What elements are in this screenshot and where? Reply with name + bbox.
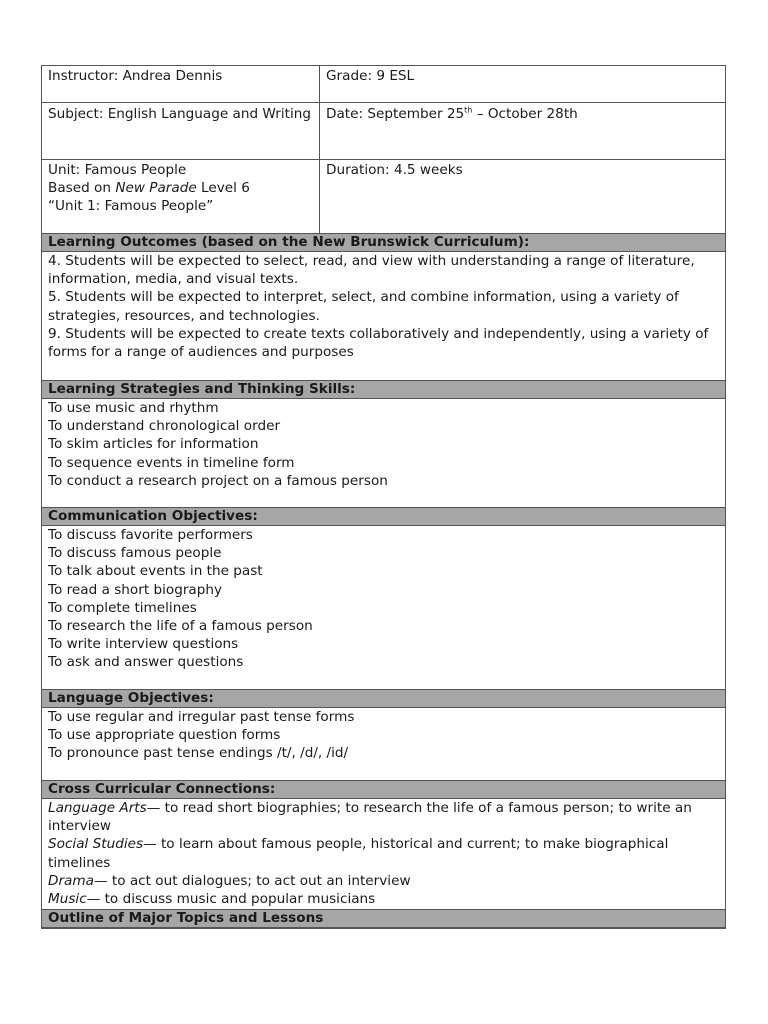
unit-name: “Unit 1: Famous People” <box>48 198 214 214</box>
cross-curricular-body <box>42 799 725 909</box>
duration-text: Duration: 4.5 weeks <box>326 162 463 178</box>
outcome-item: 4. Students will be expected to select, read, and view with understanding a range of literature, information, media, and visual texts. <box>48 253 695 288</box>
connection-subject: Drama <box>48 872 94 889</box>
communication-item: To discuss favorite performers <box>48 527 253 543</box>
unit-cell <box>42 160 320 234</box>
strategy-item: To conduct a research project on a famous person <box>48 472 388 489</box>
connection-text: — to act out dialogues; to act out an interview <box>93 872 411 889</box>
language-objectives-section <box>41 690 726 781</box>
communication-item: To discuss famous people <box>48 545 222 562</box>
cross-curricular-section <box>41 781 726 910</box>
subject-text: Subject: English Language and Writing <box>48 106 311 122</box>
duration-cell <box>320 160 725 234</box>
language-item: To use appropriate question forms <box>48 727 281 744</box>
subject-cell <box>42 103 320 160</box>
strategy-item: To sequence events in timeline form <box>48 454 295 471</box>
connection-text: — to read short biographies; to research the life of a famous person; to write an interview <box>48 800 692 835</box>
unit-based-suffix: Level 6 <box>196 180 250 196</box>
language-item: To pronounce past tense endings /t/, /d/, /id/ <box>48 745 349 762</box>
connection-text: — to discuss music and popular musicians <box>86 891 376 908</box>
header-table <box>41 65 726 234</box>
instructor-cell <box>42 66 320 103</box>
connection-item <box>48 835 719 871</box>
date-prefix: Date: September 25 <box>326 106 465 122</box>
learning-outcomes-section <box>41 234 726 381</box>
instructor-text: Instructor: Andrea Dennis <box>48 68 223 84</box>
connection-item <box>48 890 719 908</box>
communication-item: To talk about events in the past <box>48 563 263 580</box>
communication-item: To read a short biography <box>48 581 223 598</box>
communication-objectives-section <box>41 508 726 690</box>
unit-based-on <box>48 179 313 197</box>
unit-title: Unit: Famous People <box>48 162 187 178</box>
communication-objectives-heading: Communication Objectives: <box>42 508 725 526</box>
outline-section <box>41 910 726 929</box>
cross-curricular-heading: Cross Curricular Connections: <box>42 781 725 799</box>
communication-item: To write interview questions <box>48 636 239 653</box>
grade-text: Grade: 9 ESL <box>326 68 415 84</box>
learning-outcomes-heading: Learning Outcomes (based on the New Brunswick Curriculum): <box>42 234 725 252</box>
connection-text: — to learn about famous people, historical and current; to make biographical timelines <box>48 836 669 871</box>
outcome-item: 9. Students will be expected to create texts collaboratively and independently, using a variety of forms for a range of audiences and purposes <box>48 325 709 361</box>
connection-item <box>48 872 719 890</box>
outline-heading: Outline of Major Topics and Lessons <box>42 910 725 928</box>
learning-outcomes-body <box>42 252 725 380</box>
strategy-item: To use music and rhythm <box>48 400 219 416</box>
learning-strategies-section <box>41 381 726 508</box>
communication-item: To complete timelines <box>48 599 197 616</box>
communication-item: To ask and answer questions <box>48 654 244 671</box>
date-suffix: – October 28th <box>472 106 578 122</box>
language-objectives-heading: Language Objectives: <box>42 690 725 708</box>
learning-strategies-heading: Learning Strategies and Thinking Skills: <box>42 381 725 399</box>
outcome-item: 5. Students will be expected to interpret, select, and combine information, using a variety of strategies, resources, and technologies. <box>48 289 679 324</box>
connection-subject: Social Studies <box>48 836 144 853</box>
learning-strategies-body <box>42 399 725 507</box>
language-item: To use regular and irregular past tense forms <box>48 709 355 725</box>
connection-item <box>48 799 719 835</box>
communication-objectives-body <box>42 526 725 689</box>
grade-cell <box>320 66 725 103</box>
communication-item: To research the life of a famous person <box>48 618 313 635</box>
language-objectives-body <box>42 708 725 780</box>
lesson-plan-document <box>41 65 726 929</box>
strategy-item: To understand chronological order <box>48 418 281 435</box>
connection-subject: Language Arts <box>48 800 147 816</box>
date-superscript: th <box>464 105 473 115</box>
connection-subject: Music <box>48 891 87 908</box>
strategy-item: To skim articles for information <box>48 436 259 453</box>
date-cell <box>320 103 725 160</box>
unit-based-prefix: Based on <box>48 180 116 196</box>
unit-textbook: New Parade <box>115 180 197 196</box>
